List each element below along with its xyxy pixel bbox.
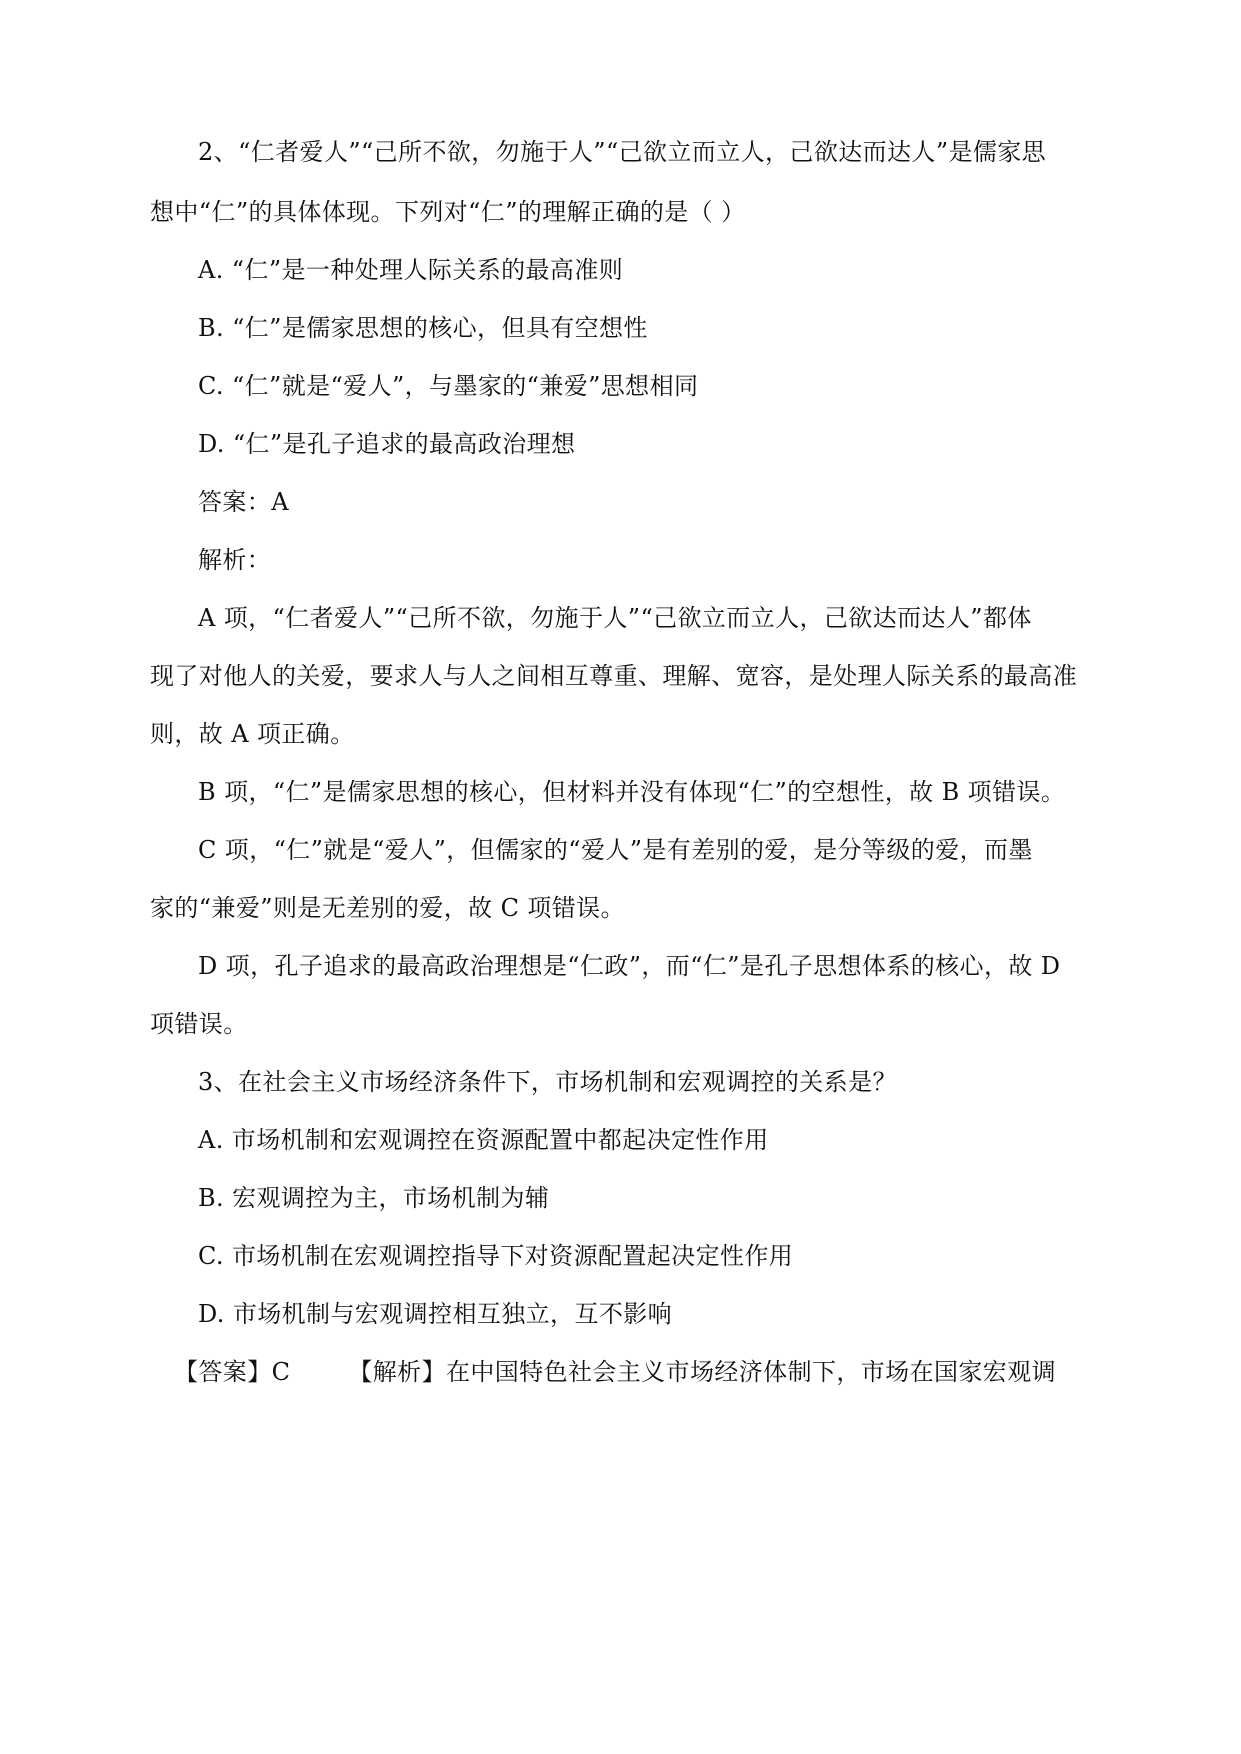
q2-analysis-a-line-2: 现了对他人的关爱，要求人与人之间相互尊重、理解、宽容，是处理人际关系的最高准 <box>150 662 1078 690</box>
q2-analysis-c-line-1: C 项，“仁”就是“爱人”，但儒家的“爱人”是有差别的爱，是分等级的爱，而墨 <box>198 836 1033 864</box>
q2-option-d: D. “仁”是孔子追求的最高政治理想 <box>198 430 576 458</box>
q3-option-d: D. 市场机制与宏观调控相互独立，互不影响 <box>198 1300 673 1328</box>
q2-stem-line-1: 2、“仁者爱人”“己所不欲，勿施于人”“己欲立而立人，己欲达而达人”是儒家思 <box>198 138 1047 166</box>
q3-option-c: C. 市场机制在宏观调控指导下对资源配置起决定性作用 <box>198 1242 794 1270</box>
q3-stem: 3、在社会主义市场经济条件下，市场机制和宏观调控的关系是？ <box>198 1068 897 1096</box>
q2-option-a: A. “仁”是一种处理人际关系的最高准则 <box>198 256 624 284</box>
q2-option-c: C. “仁”就是“爱人”，与墨家的“兼爱”思想相同 <box>198 372 699 400</box>
q2-option-b: B. “仁”是儒家思想的核心，但具有空想性 <box>198 314 648 342</box>
q2-stem-line-2: 想中“仁”的具体体现。下列对“仁”的理解正确的是（ ） <box>150 198 746 226</box>
q2-answer: 答案：A <box>198 488 289 516</box>
q2-analysis-a-line-3: 则，故 A 项正确。 <box>150 720 355 748</box>
q3-answer-analysis-line <box>174 1356 1091 1388</box>
q2-analysis-label: 解析： <box>198 546 272 574</box>
q2-analysis-b-line-1: B 项，“仁”是儒家思想的核心，但材料并没有体现“仁”的空想性，故 B 项错误。 <box>198 778 1066 806</box>
q3-analysis-start: 【解析】在中国特色社会主义市场经济体制下，市场在国家宏观调 <box>348 1358 1056 1386</box>
q3-answer: 【答案】C <box>174 1358 291 1386</box>
q2-analysis-d-line-1: D 项，孔子追求的最高政治理想是“仁政”，而“仁”是孔子思想体系的核心，故 D <box>198 952 1061 980</box>
q3-option-b: B. 宏观调控为主，市场机制为辅 <box>198 1184 550 1212</box>
q3-option-a: A. 市场机制和宏观调控在资源配置中都起决定性作用 <box>198 1126 769 1154</box>
q2-analysis-d-line-2: 项错误。 <box>150 1010 248 1038</box>
q2-analysis-a-line-1: A 项，“仁者爱人”“己所不欲，勿施于人”“己欲立而立人，己欲达而达人”都体 <box>198 604 1032 632</box>
q2-analysis-c-line-2: 家的“兼爱”则是无差别的爱，故 C 项错误。 <box>150 894 625 922</box>
